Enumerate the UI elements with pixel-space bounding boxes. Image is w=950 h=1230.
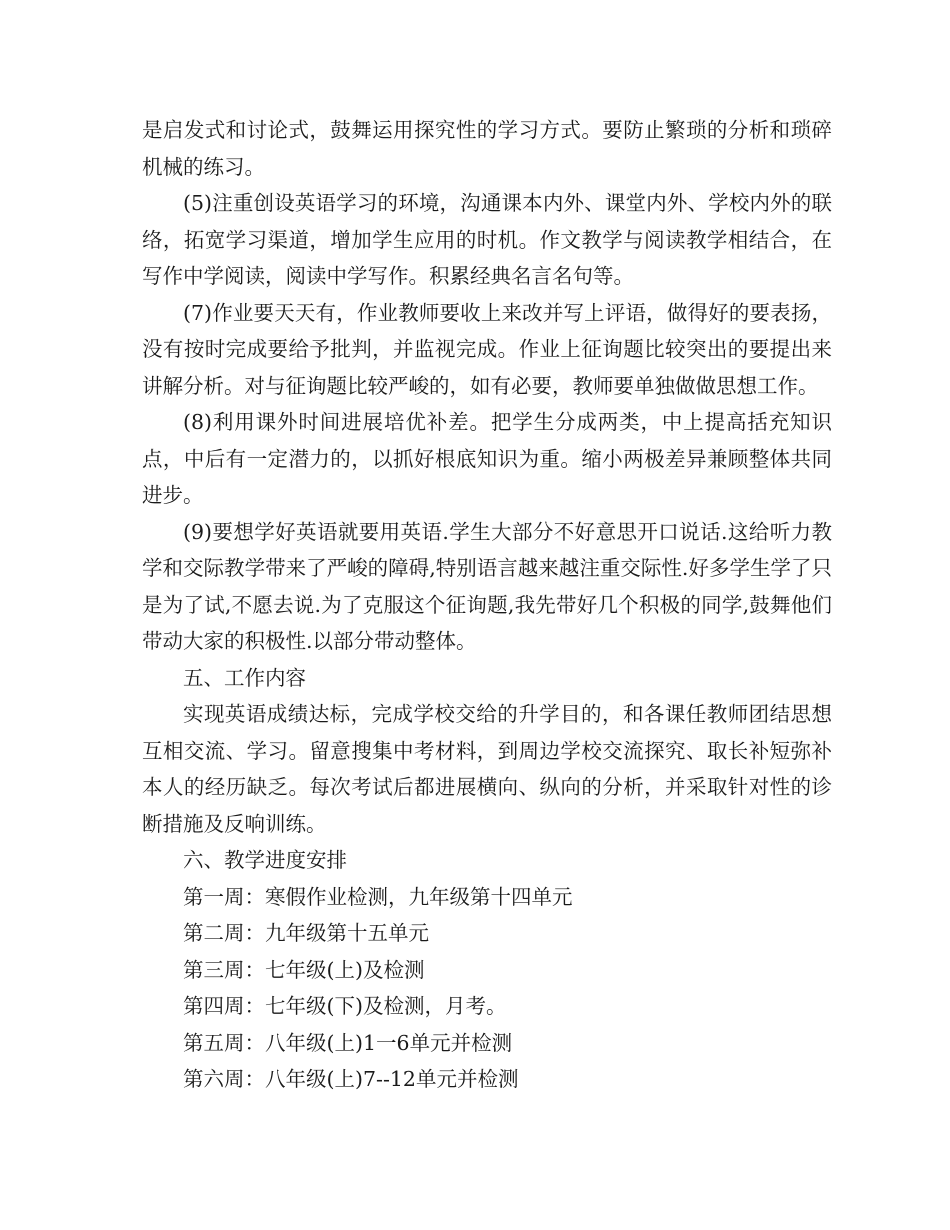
schedule-week-1: 第一周：寒假作业检测，九年级第十四单元 xyxy=(183,884,573,909)
paragraph-continuation: 是启发式和讨论式，鼓舞运用探究性的学习方式。要防止繁琐的分析和琐碎机械的练习。 xyxy=(142,118,832,179)
paragraph-item-5: (5)注重创设英语学习的环境，沟通课本内外、课堂内外、学校内外的联络，拓宽学习渠道，增加学生应用的时机。作文教学与阅读教学相结合，在写作中学阅读，阅读中学写作。积累经典名言名句等。 xyxy=(142,191,832,288)
schedule-week-3: 第三周：七年级(上)及检测 xyxy=(183,957,425,982)
schedule-week-6: 第六周：八年级(上)7--12单元并检测 xyxy=(183,1067,519,1091)
section-heading-schedule: 六、教学进度安排 xyxy=(183,848,347,872)
paragraph-work-content: 实现英语成绩达标，完成学校交给的升学目的，和各课任教师团结思想互相交流、学习。留意搜集中考材料，到周边学校交流探究、取长补短弥补本人的经历缺乏。每次考试后都进展横向、纵向的分析，并采取针对性的诊断措施及反响训练。 xyxy=(142,702,832,836)
paragraph-item-8: (8)利用课外时间进展培优补差。把学生分成两类，中上提高括充知识点，中后有一定潜力的，以抓好根底知识为重。缩小两极差异兼顾整体共同进步。 xyxy=(142,410,832,507)
paragraph-item-9: (9)要想学好英语就要用英语.学生大部分不好意思开口说话.这给听力教学和交际教学带来了严峻的障碍,特别语言越来越注重交际性.好多学生学了只是为了试,不愿去说.为了克服这个征询题,我先带好几个积极的同学,鼓舞他们带动大家的积极性.以部分带动整体。 xyxy=(142,519,832,653)
paragraph-item-7: (7)作业要天天有，作业教师要收上来改并写上评语，做得好的要表扬，没有按时完成要给予批判，并监视完成。作业上征询题比较突出的要提出来讲解分析。对与征询题比较严峻的，如有必要，教师要单独做做思想工作。 xyxy=(142,300,832,398)
document-body xyxy=(142,112,832,1098)
section-heading-work-content: 五、工作内容 xyxy=(183,665,306,690)
schedule-week-5: 第五周：八年级(上)1一6单元并检测 xyxy=(183,1030,513,1055)
schedule-week-4: 第四周：七年级(下)及检测，月考。 xyxy=(183,994,507,1018)
schedule-week-2: 第二周：九年级第十五单元 xyxy=(183,921,429,945)
